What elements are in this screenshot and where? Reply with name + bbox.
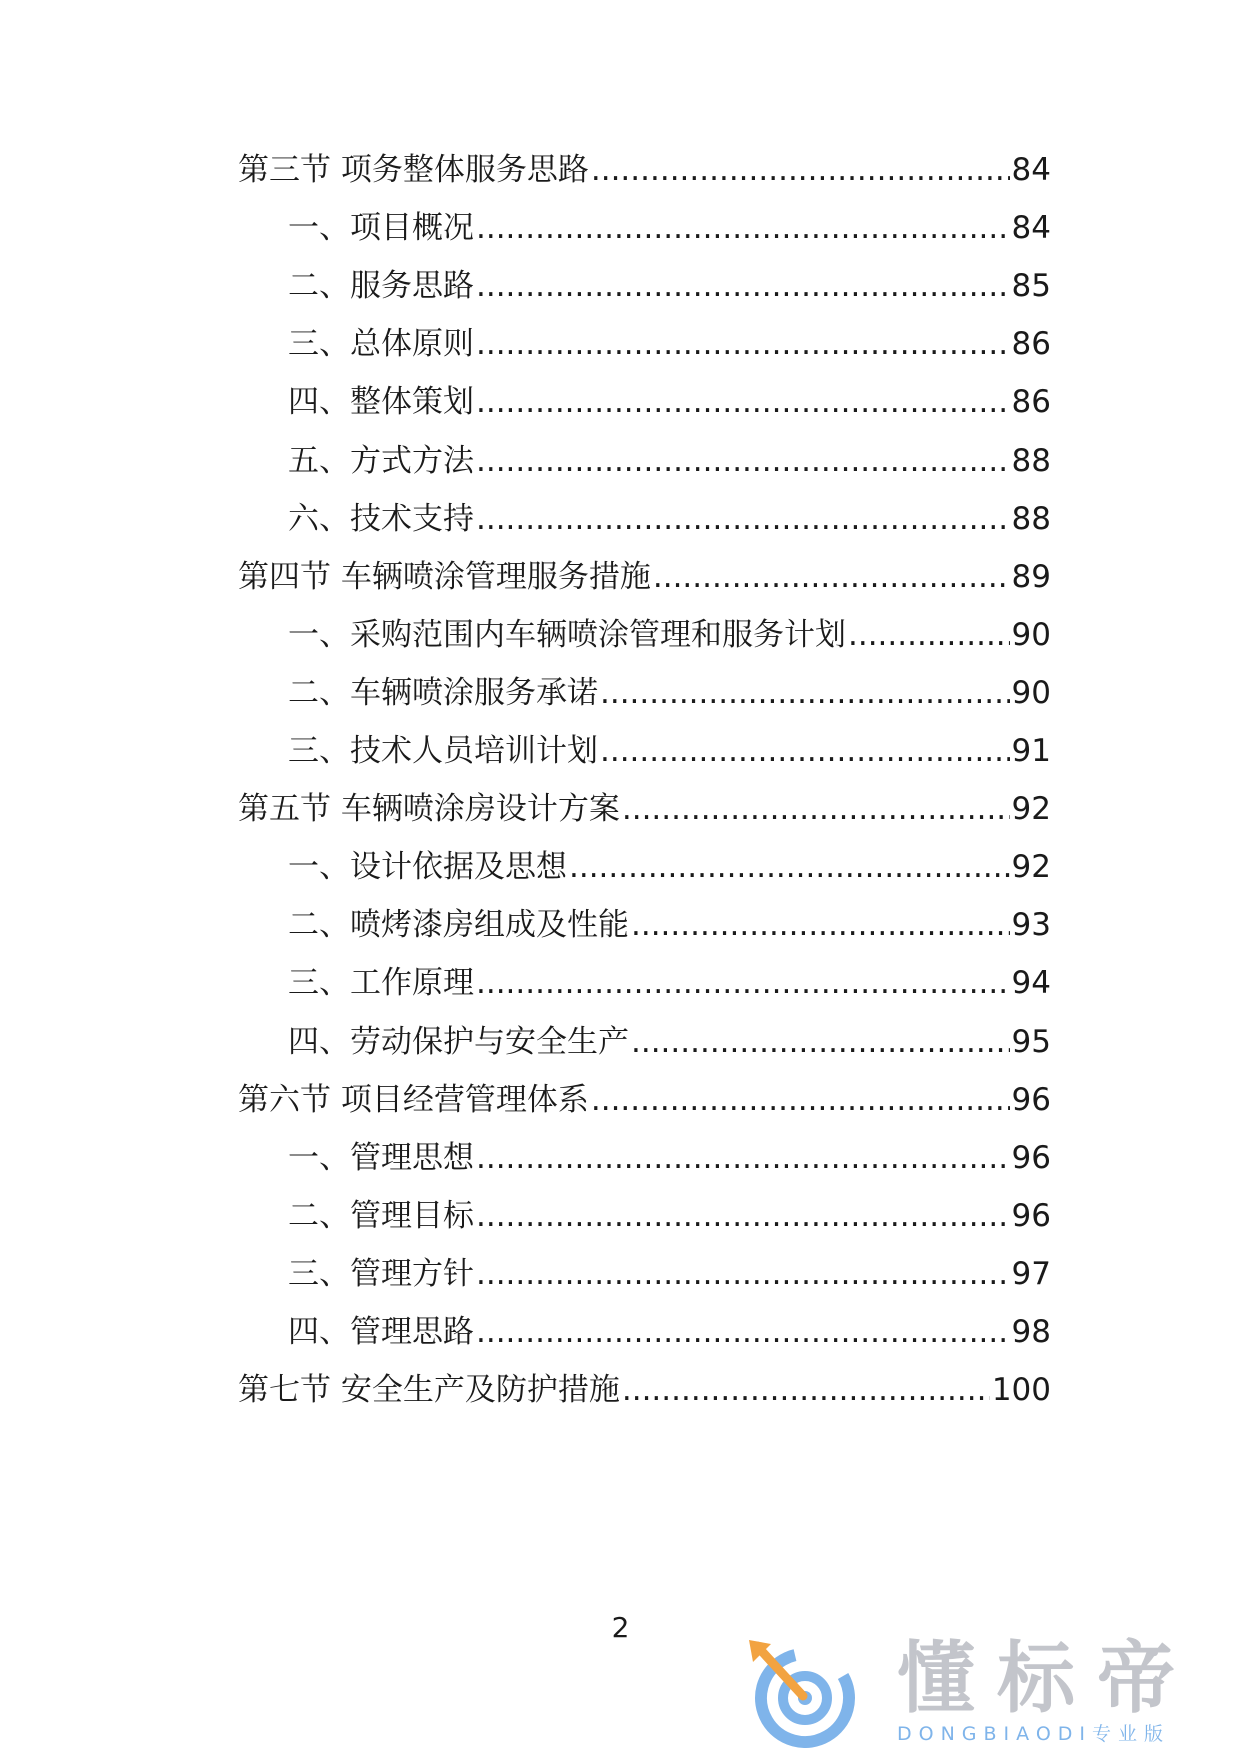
toc-leader: [476, 1194, 1010, 1238]
toc-entry-page: 86: [1011, 384, 1051, 420]
toc-entry-title: 四、劳动保护与安全生产: [288, 1024, 629, 1060]
toc-leader: [631, 903, 1010, 947]
toc-entry-title: 二、喷烤漆房组成及性能: [288, 907, 629, 943]
toc-entry-title: 第四节 车辆喷涂管理服务措施: [238, 559, 651, 595]
toc-entry-page: 84: [1011, 210, 1051, 246]
toc-entry[interactable]: [288, 264, 1051, 308]
toc-entry-title: 第七节 安全生产及防护措施: [238, 1372, 620, 1408]
toc-leader: [476, 439, 1010, 483]
toc-entry-title: 三、总体原则: [288, 326, 474, 362]
toc-leader: [476, 1136, 1010, 1180]
toc-entry-title: 二、管理目标: [288, 1198, 474, 1234]
toc-leader: [476, 961, 1010, 1005]
toc-entry-title: 第五节 车辆喷涂房设计方案: [238, 791, 620, 827]
toc-leader: [600, 729, 1010, 773]
toc-entry-title: 第三节 项务整体服务思路: [238, 152, 589, 188]
toc-entry[interactable]: [288, 729, 1051, 773]
toc-entry-title: 五、方式方法: [288, 443, 474, 479]
toc-entry-page: 90: [1011, 675, 1051, 711]
toc-leader: [622, 1368, 990, 1412]
toc-entry[interactable]: [288, 206, 1051, 250]
toc-leader: [591, 148, 1010, 192]
toc-entry-title: 二、服务思路: [288, 268, 474, 304]
toc-entry-page: 100: [991, 1372, 1051, 1408]
toc-entry-page: 95: [1011, 1024, 1051, 1060]
toc-leader: [591, 1078, 1010, 1122]
toc-entry-page: 96: [1011, 1082, 1051, 1118]
toc-entry-title: 一、管理思想: [288, 1140, 474, 1176]
toc-entry[interactable]: [288, 439, 1051, 483]
toc-entry-title: 三、管理方针: [288, 1256, 474, 1292]
toc-entry-page: 97: [1011, 1256, 1051, 1292]
toc-entry[interactable]: [238, 1078, 1051, 1122]
target-arrow-icon: [745, 1636, 863, 1748]
toc-entry[interactable]: [288, 1194, 1051, 1238]
toc-entry-title: 三、工作原理: [288, 965, 474, 1001]
toc-entry[interactable]: [288, 322, 1051, 366]
toc-entry-title: 四、管理思路: [288, 1314, 474, 1350]
toc-entry[interactable]: [238, 555, 1051, 599]
toc-entry-title: 一、采购范围内车辆喷涂管理和服务计划: [288, 617, 846, 653]
toc-entry-page: 84: [1011, 152, 1051, 188]
toc-entry[interactable]: [288, 845, 1051, 889]
toc-leader: [476, 264, 1010, 308]
watermark-brand-name: 懂标帝: [897, 1634, 1198, 1724]
toc-leader: [476, 322, 1010, 366]
toc-entry-page: 98: [1011, 1314, 1051, 1350]
toc-entry[interactable]: [288, 1310, 1051, 1354]
watermark-brand-subtitle: DONGBIAODI专业版: [897, 1723, 1171, 1745]
page-number: 2: [611, 1611, 630, 1644]
watermark-logo: [745, 1636, 1225, 1748]
toc-entry-page: 85: [1011, 268, 1051, 304]
toc-entry-page: 91: [1011, 733, 1051, 769]
toc-entry[interactable]: [288, 1252, 1051, 1296]
toc-leader: [569, 845, 1010, 889]
toc-entry[interactable]: [288, 1020, 1051, 1064]
toc-entry-title: 六、技术支持: [288, 501, 474, 537]
toc-entry-page: 86: [1011, 326, 1051, 362]
toc-entry-page: 90: [1011, 617, 1051, 653]
toc-entry[interactable]: [238, 787, 1051, 831]
toc-entry[interactable]: [288, 613, 1051, 657]
toc-entry-title: 一、项目概况: [288, 210, 474, 246]
toc-entry-page: 92: [1011, 791, 1051, 827]
toc-entry-page: 94: [1011, 965, 1051, 1001]
toc-leader: [476, 1310, 1010, 1354]
toc-entry[interactable]: [288, 671, 1051, 715]
toc-leader: [600, 671, 1010, 715]
toc-leader: [848, 613, 1010, 657]
toc-leader: [631, 1020, 1010, 1064]
toc-leader: [476, 497, 1010, 541]
toc-leader: [476, 206, 1010, 250]
toc-entry-page: 96: [1011, 1140, 1051, 1176]
toc-leader: [653, 555, 1010, 599]
toc-leader: [622, 787, 1010, 831]
toc-entry-page: 88: [1011, 443, 1051, 479]
toc-entry-title: 四、整体策划: [288, 384, 474, 420]
toc-entry[interactable]: [238, 1368, 1051, 1412]
toc-entry-page: 96: [1011, 1198, 1051, 1234]
toc-entry[interactable]: [288, 961, 1051, 1005]
toc-entry-title: 二、车辆喷涂服务承诺: [288, 675, 598, 711]
toc-entry-title: 一、设计依据及思想: [288, 849, 567, 885]
toc-leader: [476, 380, 1010, 424]
toc-entry-page: 93: [1011, 907, 1051, 943]
toc-entry[interactable]: [288, 1136, 1051, 1180]
toc-entry-page: 88: [1011, 501, 1051, 537]
toc-entry[interactable]: [288, 903, 1051, 947]
toc-leader: [476, 1252, 1010, 1296]
toc-entry-page: 92: [1011, 849, 1051, 885]
toc-entry-title: 第六节 项目经营管理体系: [238, 1082, 589, 1118]
toc-entry[interactable]: [238, 148, 1051, 192]
toc-entry-title: 三、技术人员培训计划: [288, 733, 598, 769]
toc-entry[interactable]: [288, 497, 1051, 541]
toc-entry-page: 89: [1011, 559, 1051, 595]
toc-entry[interactable]: [288, 380, 1051, 424]
